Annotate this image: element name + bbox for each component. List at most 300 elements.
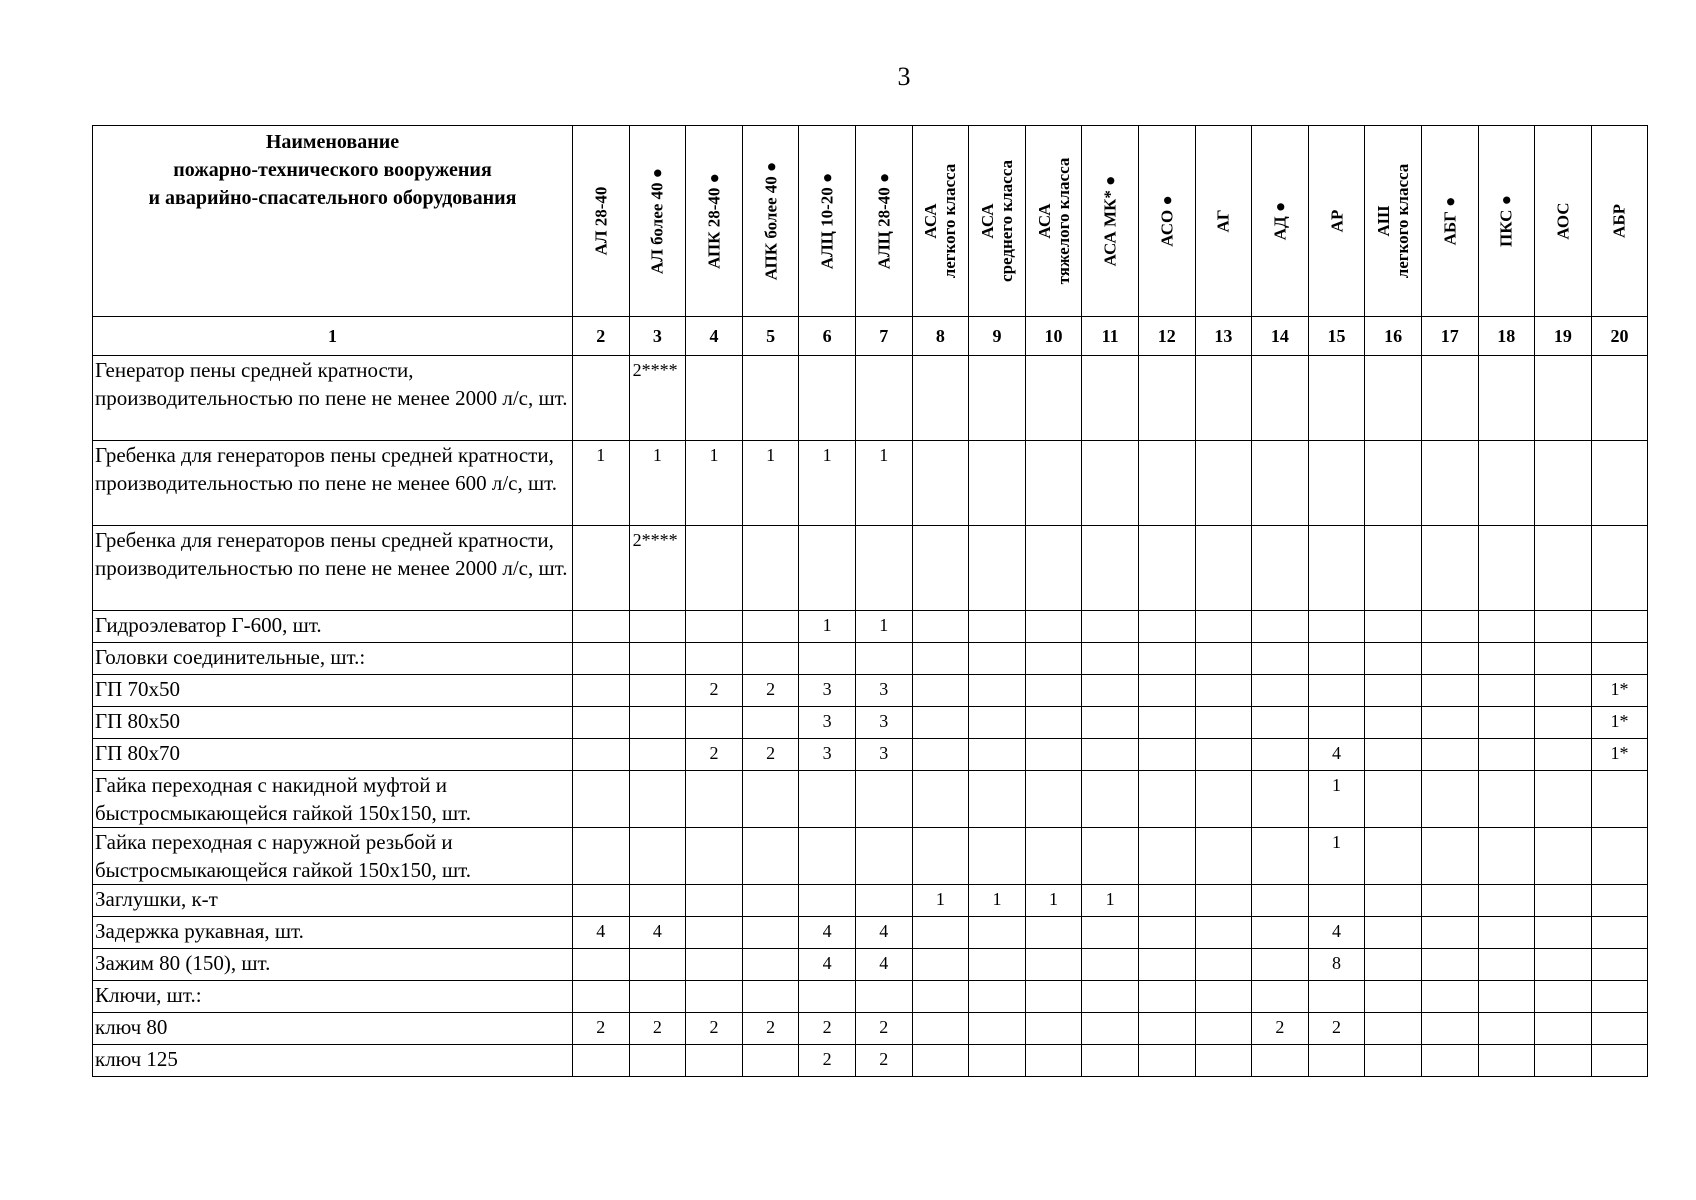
- quantity-cell: 2: [1252, 1013, 1309, 1045]
- quantity-cell: 2****: [629, 356, 686, 441]
- item-name: Гребенка для генераторов пены средней кратности, производительностью по пене не менее 2000 л/с, шт.: [93, 526, 573, 611]
- quantity-cell: [1138, 675, 1195, 707]
- quantity-cell: [1478, 828, 1535, 885]
- quantity-cell: [912, 1013, 969, 1045]
- column-header: [1365, 126, 1422, 317]
- quantity-cell: [1082, 1045, 1139, 1077]
- quantity-cell: [573, 643, 630, 675]
- quantity-cell: [629, 707, 686, 739]
- quantity-cell: [573, 707, 630, 739]
- column-code-label: АЛ более 40 ●: [647, 167, 667, 275]
- quantity-cell: [1591, 981, 1648, 1013]
- table-row: [93, 981, 1648, 1013]
- quantity-cell: [1535, 1045, 1592, 1077]
- quantity-cell: [1252, 643, 1309, 675]
- quantity-cell: [912, 707, 969, 739]
- column-code-label: АПК более 40 ●: [761, 161, 781, 281]
- quantity-cell: [1421, 949, 1478, 981]
- quantity-cell: [1535, 771, 1592, 828]
- item-name: ключ 80: [93, 1013, 573, 1045]
- column-number: 2: [573, 317, 630, 356]
- quantity-cell: [855, 828, 912, 885]
- quantity-cell: [912, 675, 969, 707]
- quantity-cell: [742, 1045, 799, 1077]
- quantity-cell: [686, 1045, 743, 1077]
- column-code-label: АСО ●: [1157, 195, 1177, 247]
- column-code-label: АШ легкого класса: [1374, 163, 1413, 279]
- quantity-cell: [1591, 1045, 1648, 1077]
- quantity-cell: [742, 885, 799, 917]
- column-code-label: АПК 28-40 ●: [704, 173, 724, 269]
- quantity-cell: [855, 356, 912, 441]
- quantity-cell: 2: [629, 1013, 686, 1045]
- quantity-cell: [1138, 611, 1195, 643]
- column-header: [1421, 126, 1478, 317]
- quantity-cell: [969, 611, 1026, 643]
- quantity-cell: [1252, 828, 1309, 885]
- quantity-cell: [1308, 441, 1365, 526]
- quantity-cell: [912, 981, 969, 1013]
- quantity-cell: [1421, 771, 1478, 828]
- quantity-cell: 1: [573, 441, 630, 526]
- quantity-cell: [1252, 611, 1309, 643]
- quantity-cell: [1138, 739, 1195, 771]
- quantity-cell: [629, 1045, 686, 1077]
- quantity-cell: 1: [969, 885, 1026, 917]
- quantity-cell: [1025, 611, 1082, 643]
- table-row: [93, 828, 1648, 885]
- quantity-cell: [799, 828, 856, 885]
- quantity-cell: [1252, 949, 1309, 981]
- quantity-cell: [1082, 771, 1139, 828]
- quantity-cell: [969, 949, 1026, 981]
- table-row: [93, 707, 1648, 739]
- quantity-cell: [1591, 356, 1648, 441]
- quantity-cell: [1252, 739, 1309, 771]
- quantity-cell: [855, 526, 912, 611]
- quantity-cell: [1195, 356, 1252, 441]
- quantity-cell: [1535, 611, 1592, 643]
- quantity-cell: [1535, 675, 1592, 707]
- quantity-cell: [1535, 828, 1592, 885]
- quantity-cell: [1365, 981, 1422, 1013]
- quantity-cell: [1478, 526, 1535, 611]
- quantity-cell: [1365, 917, 1422, 949]
- quantity-cell: [1478, 675, 1535, 707]
- column-number: 19: [1535, 317, 1592, 356]
- quantity-cell: [1535, 917, 1592, 949]
- quantity-cell: [742, 356, 799, 441]
- column-header: [799, 126, 856, 317]
- quantity-cell: [629, 739, 686, 771]
- quantity-cell: [1025, 828, 1082, 885]
- quantity-cell: [1308, 675, 1365, 707]
- quantity-cell: 2: [742, 1013, 799, 1045]
- quantity-cell: [629, 675, 686, 707]
- column-number-row: [93, 317, 1648, 356]
- quantity-cell: [912, 643, 969, 675]
- quantity-cell: [855, 771, 912, 828]
- quantity-cell: 1*: [1591, 707, 1648, 739]
- quantity-cell: [742, 981, 799, 1013]
- quantity-cell: [686, 981, 743, 1013]
- quantity-cell: [573, 739, 630, 771]
- column-code-label: АСА МК* ●: [1100, 175, 1120, 267]
- quantity-cell: [573, 356, 630, 441]
- quantity-cell: 1: [1308, 771, 1365, 828]
- column-code-label: АБГ ●: [1440, 196, 1460, 246]
- quantity-cell: [1195, 1045, 1252, 1077]
- quantity-cell: [1195, 949, 1252, 981]
- column-header: [1478, 126, 1535, 317]
- table-row: [93, 885, 1648, 917]
- quantity-cell: [573, 828, 630, 885]
- quantity-cell: [1252, 917, 1309, 949]
- quantity-cell: 4: [573, 917, 630, 949]
- quantity-cell: [742, 526, 799, 611]
- quantity-cell: [1195, 441, 1252, 526]
- quantity-cell: 2: [686, 739, 743, 771]
- column-code-label: ПКС ●: [1496, 195, 1516, 247]
- item-name: ГП 80х70: [93, 739, 573, 771]
- quantity-cell: [1195, 771, 1252, 828]
- quantity-cell: [1591, 526, 1648, 611]
- quantity-cell: [969, 356, 1026, 441]
- column-code-label: АБР: [1609, 204, 1629, 238]
- quantity-cell: [1195, 1013, 1252, 1045]
- quantity-cell: [629, 643, 686, 675]
- quantity-cell: [1421, 611, 1478, 643]
- quantity-cell: [1478, 1013, 1535, 1045]
- quantity-cell: [629, 771, 686, 828]
- quantity-cell: [629, 949, 686, 981]
- quantity-cell: [1591, 1013, 1648, 1045]
- quantity-cell: [1365, 828, 1422, 885]
- quantity-cell: [1025, 707, 1082, 739]
- table-row: [93, 643, 1648, 675]
- quantity-cell: [969, 1045, 1026, 1077]
- quantity-cell: 1*: [1591, 739, 1648, 771]
- quantity-cell: [573, 885, 630, 917]
- quantity-cell: [1535, 707, 1592, 739]
- quantity-cell: [1591, 611, 1648, 643]
- quantity-cell: 4: [855, 917, 912, 949]
- quantity-cell: [799, 771, 856, 828]
- quantity-cell: [1138, 917, 1195, 949]
- quantity-cell: 2: [799, 1013, 856, 1045]
- column-header: [1025, 126, 1082, 317]
- quantity-cell: [912, 356, 969, 441]
- column-code-label: АСА тяжелого класса: [1034, 157, 1073, 285]
- item-name: Ключи, шт.:: [93, 981, 573, 1013]
- item-name: ГП 70х50: [93, 675, 573, 707]
- quantity-cell: [1365, 675, 1422, 707]
- quantity-cell: [1308, 526, 1365, 611]
- column-header: [573, 126, 630, 317]
- table-row: [93, 1013, 1648, 1045]
- quantity-cell: [1308, 885, 1365, 917]
- quantity-cell: [799, 526, 856, 611]
- quantity-cell: 2: [742, 739, 799, 771]
- quantity-cell: [1535, 949, 1592, 981]
- quantity-cell: [629, 611, 686, 643]
- quantity-cell: [1082, 356, 1139, 441]
- quantity-cell: [912, 917, 969, 949]
- quantity-cell: 2: [855, 1045, 912, 1077]
- item-name: Гайка переходная с наружной резьбой и быстросмыкающейся гайкой 150х150, шт.: [93, 828, 573, 885]
- quantity-cell: [1082, 526, 1139, 611]
- column-code-label: АР: [1327, 209, 1347, 233]
- quantity-cell: [1252, 771, 1309, 828]
- quantity-cell: [1082, 675, 1139, 707]
- item-name: Гайка переходная с накидной муфтой и быстросмыкающейся гайкой 150х150, шт.: [93, 771, 573, 828]
- quantity-cell: [1478, 739, 1535, 771]
- quantity-cell: [969, 675, 1026, 707]
- quantity-cell: [1365, 526, 1422, 611]
- quantity-cell: 1: [742, 441, 799, 526]
- quantity-cell: [1478, 611, 1535, 643]
- column-header: [629, 126, 686, 317]
- table-row: [93, 917, 1648, 949]
- quantity-cell: [1421, 356, 1478, 441]
- quantity-cell: [686, 885, 743, 917]
- quantity-cell: 1: [799, 441, 856, 526]
- quantity-cell: [1478, 981, 1535, 1013]
- quantity-cell: 1: [629, 441, 686, 526]
- column-header: [1082, 126, 1139, 317]
- column-number: 4: [686, 317, 743, 356]
- quantity-cell: [686, 707, 743, 739]
- quantity-cell: [912, 949, 969, 981]
- column-code-label: АГ: [1213, 209, 1233, 233]
- quantity-cell: [1535, 1013, 1592, 1045]
- quantity-cell: [1082, 1013, 1139, 1045]
- quantity-cell: [1421, 675, 1478, 707]
- quantity-cell: [1308, 643, 1365, 675]
- quantity-cell: [1421, 828, 1478, 885]
- quantity-cell: [1025, 441, 1082, 526]
- column-header: [742, 126, 799, 317]
- quantity-cell: [1591, 917, 1648, 949]
- quantity-cell: [1195, 828, 1252, 885]
- quantity-cell: [1195, 675, 1252, 707]
- quantity-cell: [629, 981, 686, 1013]
- column-number: 13: [1195, 317, 1252, 356]
- quantity-cell: [969, 707, 1026, 739]
- quantity-cell: [742, 917, 799, 949]
- quantity-cell: [1025, 739, 1082, 771]
- column-header: [1252, 126, 1309, 317]
- quantity-cell: [573, 981, 630, 1013]
- quantity-cell: [573, 949, 630, 981]
- quantity-cell: 1: [1025, 885, 1082, 917]
- quantity-cell: [912, 828, 969, 885]
- quantity-cell: [1138, 643, 1195, 675]
- quantity-cell: [799, 885, 856, 917]
- quantity-cell: [1365, 739, 1422, 771]
- quantity-cell: [573, 1045, 630, 1077]
- column-number: 18: [1478, 317, 1535, 356]
- quantity-cell: [912, 771, 969, 828]
- quantity-cell: [1138, 949, 1195, 981]
- quantity-cell: [1025, 356, 1082, 441]
- quantity-cell: [1478, 885, 1535, 917]
- quantity-cell: [1025, 526, 1082, 611]
- quantity-cell: [1421, 643, 1478, 675]
- quantity-cell: [1252, 885, 1309, 917]
- quantity-cell: [1365, 885, 1422, 917]
- quantity-cell: [799, 981, 856, 1013]
- quantity-cell: [912, 611, 969, 643]
- quantity-cell: 8: [1308, 949, 1365, 981]
- quantity-cell: 2: [686, 1013, 743, 1045]
- quantity-cell: [1535, 981, 1592, 1013]
- quantity-cell: [1138, 526, 1195, 611]
- quantity-cell: 4: [629, 917, 686, 949]
- quantity-cell: 1*: [1591, 675, 1648, 707]
- quantity-cell: [855, 643, 912, 675]
- quantity-cell: [742, 611, 799, 643]
- quantity-cell: [1421, 739, 1478, 771]
- quantity-cell: [1308, 611, 1365, 643]
- column-code-label: АСА легкого класса: [921, 163, 960, 279]
- quantity-cell: 3: [855, 739, 912, 771]
- quantity-cell: [1252, 1045, 1309, 1077]
- quantity-cell: [1365, 949, 1422, 981]
- quantity-cell: 1: [855, 611, 912, 643]
- quantity-cell: [742, 828, 799, 885]
- quantity-cell: [1138, 771, 1195, 828]
- column-number: 12: [1138, 317, 1195, 356]
- quantity-cell: [1421, 441, 1478, 526]
- quantity-cell: [686, 526, 743, 611]
- column-number: 9: [969, 317, 1026, 356]
- quantity-cell: [686, 771, 743, 828]
- quantity-cell: [855, 885, 912, 917]
- quantity-cell: [1365, 1013, 1422, 1045]
- column-number: 16: [1365, 317, 1422, 356]
- quantity-cell: [1138, 981, 1195, 1013]
- quantity-cell: 1: [1082, 885, 1139, 917]
- quantity-cell: [1365, 441, 1422, 526]
- quantity-cell: 4: [799, 949, 856, 981]
- quantity-cell: [1082, 828, 1139, 885]
- column-number: 3: [629, 317, 686, 356]
- column-number: 14: [1252, 317, 1309, 356]
- quantity-cell: [1138, 885, 1195, 917]
- quantity-cell: [969, 739, 1026, 771]
- quantity-cell: [1591, 771, 1648, 828]
- table-row: [93, 949, 1648, 981]
- quantity-cell: [799, 643, 856, 675]
- quantity-cell: [1252, 981, 1309, 1013]
- quantity-cell: [1478, 1045, 1535, 1077]
- page-number: 3: [897, 62, 911, 91]
- quantity-cell: [1421, 707, 1478, 739]
- quantity-cell: [686, 828, 743, 885]
- column-code-label: АЛЦ 28-40 ●: [874, 172, 894, 270]
- quantity-cell: [1591, 643, 1648, 675]
- quantity-cell: [686, 917, 743, 949]
- item-name: Гребенка для генераторов пены средней кратности, производительностью по пене не менее 600 л/с, шт.: [93, 441, 573, 526]
- quantity-cell: [1365, 643, 1422, 675]
- quantity-cell: [969, 828, 1026, 885]
- column-number: 6: [799, 317, 856, 356]
- quantity-cell: [1308, 356, 1365, 441]
- column-number: 8: [912, 317, 969, 356]
- quantity-cell: [1082, 981, 1139, 1013]
- quantity-cell: [1591, 828, 1648, 885]
- quantity-cell: [1138, 1013, 1195, 1045]
- quantity-cell: [1308, 707, 1365, 739]
- quantity-cell: [1421, 885, 1478, 917]
- quantity-cell: [1421, 917, 1478, 949]
- quantity-cell: 3: [855, 675, 912, 707]
- quantity-cell: [1138, 707, 1195, 739]
- quantity-cell: [1535, 885, 1592, 917]
- quantity-cell: [1478, 356, 1535, 441]
- quantity-cell: [1025, 675, 1082, 707]
- quantity-cell: [686, 356, 743, 441]
- name-column-header-text: Наименование пожарно-технического вооружения и аварийно-спасательного оборудования: [148, 131, 517, 209]
- quantity-cell: [1025, 1045, 1082, 1077]
- quantity-cell: [686, 949, 743, 981]
- quantity-cell: [1025, 949, 1082, 981]
- quantity-cell: [1252, 707, 1309, 739]
- quantity-cell: [1308, 1045, 1365, 1077]
- quantity-cell: [1478, 771, 1535, 828]
- quantity-cell: 3: [855, 707, 912, 739]
- quantity-cell: [1252, 526, 1309, 611]
- quantity-cell: 1: [686, 441, 743, 526]
- quantity-cell: [1195, 526, 1252, 611]
- quantity-cell: [1365, 1045, 1422, 1077]
- quantity-cell: [742, 643, 799, 675]
- table-row: [93, 739, 1648, 771]
- quantity-cell: [629, 885, 686, 917]
- quantity-cell: [1138, 828, 1195, 885]
- equipment-table: [92, 125, 1648, 1077]
- quantity-cell: [1195, 643, 1252, 675]
- quantity-cell: [1365, 771, 1422, 828]
- quantity-cell: 3: [799, 675, 856, 707]
- column-code-label: АЛЦ 10-20 ●: [817, 172, 837, 270]
- quantity-cell: [1138, 441, 1195, 526]
- table-row: [93, 611, 1648, 643]
- quantity-cell: [1535, 739, 1592, 771]
- quantity-cell: [1365, 356, 1422, 441]
- header-row: [93, 126, 1648, 317]
- quantity-cell: [1535, 643, 1592, 675]
- item-name: Задержка рукавная, шт.: [93, 917, 573, 949]
- table-row: [93, 441, 1648, 526]
- column-header: [1195, 126, 1252, 317]
- item-name: ключ 125: [93, 1045, 573, 1077]
- column-header: [1308, 126, 1365, 317]
- quantity-cell: [1421, 1045, 1478, 1077]
- quantity-cell: [1025, 917, 1082, 949]
- quantity-cell: [573, 611, 630, 643]
- quantity-cell: [1421, 981, 1478, 1013]
- column-header: [969, 126, 1026, 317]
- quantity-cell: [742, 707, 799, 739]
- column-number: 1: [93, 317, 573, 356]
- quantity-cell: 1: [912, 885, 969, 917]
- table-row: [93, 1045, 1648, 1077]
- quantity-cell: [1591, 441, 1648, 526]
- quantity-cell: [969, 526, 1026, 611]
- quantity-cell: [573, 771, 630, 828]
